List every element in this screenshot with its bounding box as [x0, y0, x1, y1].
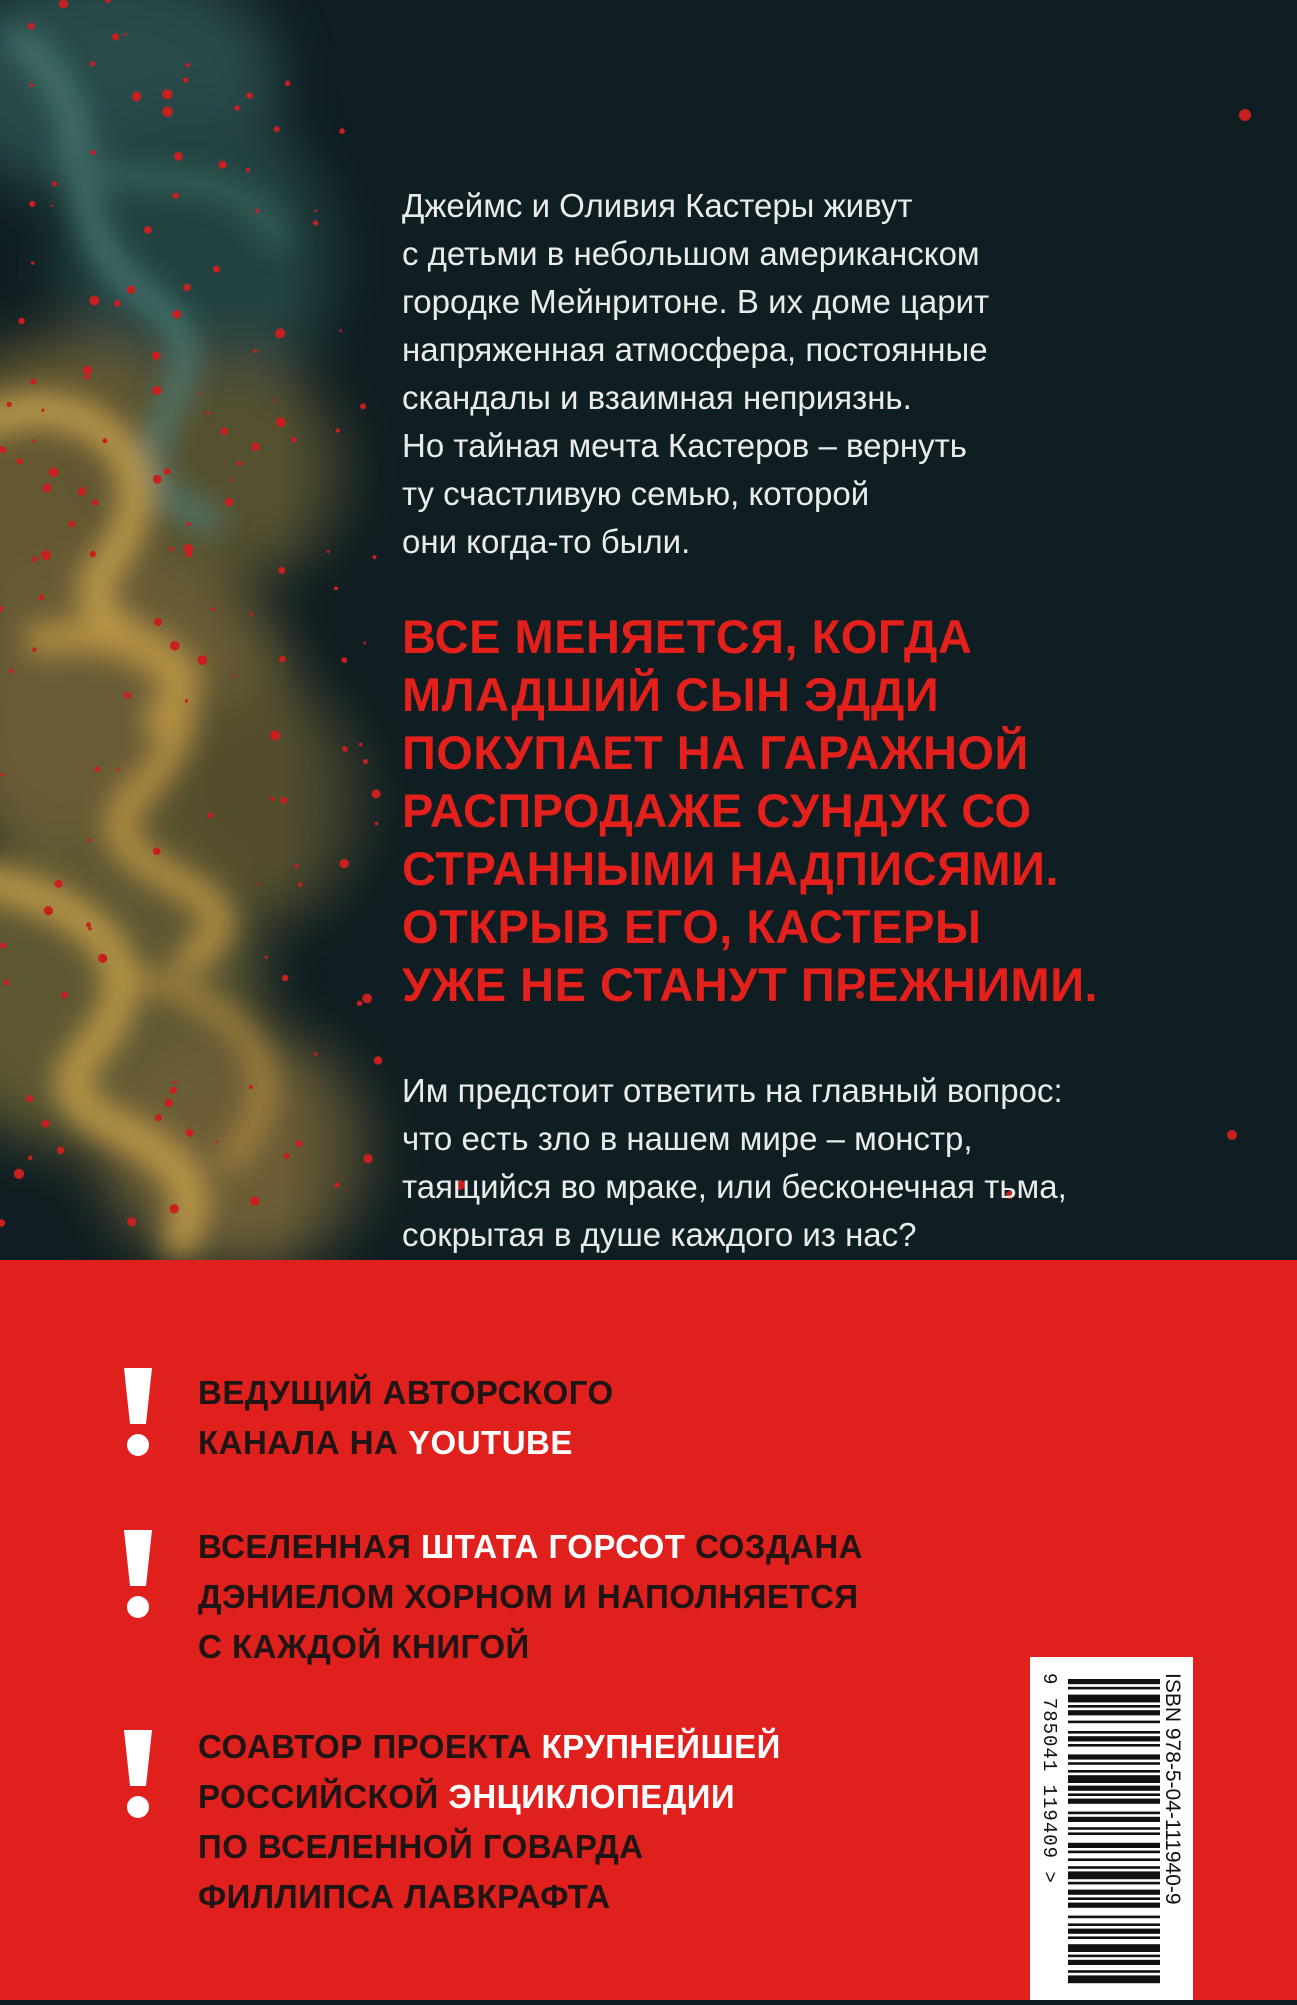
barcode-bar [1068, 1882, 1160, 1885]
red-speck [265, 956, 268, 959]
red-speck [1227, 1130, 1237, 1140]
red-speck [285, 81, 291, 87]
red-speck [86, 923, 91, 928]
red-speck [116, 768, 119, 771]
red-speck [275, 328, 285, 338]
red-speck [258, 883, 261, 886]
red-speck [29, 201, 35, 207]
red-speck [17, 458, 23, 464]
red-speck [359, 743, 363, 747]
red-speck [341, 657, 347, 663]
fact-line [198, 1622, 863, 1672]
red-speck [114, 300, 121, 307]
isbn-label: ISBN 978-5-04-111940-9 [1161, 1673, 1184, 1905]
fact-segment: ПО ВСЕЛЕННОЙ ГОВАРДА [198, 1828, 644, 1865]
red-speck [298, 882, 303, 887]
fact-line [198, 1572, 863, 1622]
red-speck [98, 954, 107, 963]
red-speck [28, 1156, 32, 1160]
red-speck [42, 1120, 50, 1128]
tagline-line: СТРАННЫМИ НАДПИСЯМИ. [402, 842, 1059, 895]
barcode-bar [1068, 1858, 1160, 1861]
fact-segment: ВСЕЛЕННАЯ [198, 1528, 421, 1565]
barcode-bar [1068, 1916, 1160, 1919]
description-line: Но тайная мечта Кастеров – вернуть [402, 427, 967, 464]
fact-line [198, 1872, 781, 1922]
red-speck [155, 1114, 162, 1121]
red-speck [174, 152, 183, 161]
fact-line [198, 1722, 781, 1772]
red-speck [127, 1217, 136, 1226]
barcode-bar [1068, 1762, 1160, 1765]
fact-line [198, 1772, 781, 1822]
red-speck [170, 1204, 179, 1213]
barcode-bar [1068, 1736, 1160, 1741]
question-line: что есть зло в нашем мире – монстр, [402, 1120, 973, 1157]
red-speck [83, 366, 92, 375]
red-speck [284, 1153, 290, 1159]
red-speck [88, 927, 91, 930]
red-speck [372, 555, 376, 559]
red-speck [183, 284, 190, 291]
barcode-bar [1068, 1871, 1160, 1879]
barcode-bar [1068, 1799, 1160, 1804]
barcode-bar [1068, 1744, 1160, 1747]
fact-segment: РОССИЙСКОЙ [198, 1778, 449, 1815]
barcode-bar [1068, 1775, 1160, 1783]
red-speck [164, 468, 171, 475]
red-speck [187, 522, 191, 526]
red-speck [237, 461, 242, 466]
red-speck [314, 210, 317, 213]
fact-line [198, 1368, 614, 1418]
isbn-barcode [1030, 1657, 1193, 2000]
red-speck [39, 595, 45, 601]
red-speck [144, 226, 152, 234]
tagline-line: УЖЕ НЕ СТАНУТ ПРЕЖНИМИ. [402, 958, 1099, 1011]
fact-line [198, 1522, 863, 1572]
red-speck [279, 656, 286, 663]
tagline-line: ВСЕ МЕНЯЕТСЯ, КОГДА [402, 610, 973, 663]
red-speck [282, 975, 288, 981]
description-line: они когда-то были. [402, 523, 691, 560]
red-speck [372, 789, 381, 798]
red-speck [247, 93, 253, 99]
red-speck [61, 992, 68, 999]
red-speck [335, 428, 339, 432]
barcode-number: 9 785041 119409 > [1038, 1673, 1060, 1884]
author-fact-text [198, 1722, 781, 1922]
red-speck [88, 838, 92, 842]
red-speck [270, 797, 275, 802]
red-speck [124, 33, 127, 36]
barcode-bar [1068, 1687, 1160, 1690]
red-speck [230, 479, 233, 482]
barcode-bar [1068, 1731, 1160, 1734]
question-line: таящийся во мраке, или бесконечная тьма, [402, 1168, 1067, 1205]
fact-segment: СОАВТОР ПРОЕКТА [198, 1728, 542, 1765]
red-speck [173, 193, 179, 199]
fact-segment: ФИЛЛИПСА ЛАВКРАФТА [198, 1878, 611, 1915]
red-speck [26, 1095, 33, 1102]
red-speck [84, 374, 89, 379]
red-speck [9, 669, 14, 674]
red-speck [339, 128, 345, 134]
red-speck [270, 730, 280, 740]
barcode-bar [1068, 1923, 1160, 1926]
barcode-bar [1068, 1843, 1160, 1848]
tagline-line: ОТКРЫВ ЕГО, КАСТЕРЫ [402, 900, 982, 953]
tagline-line: РАСПРОДАЖЕ СУНДУК СО [402, 784, 1032, 837]
barcode-bar [1068, 1897, 1160, 1900]
red-speck [92, 499, 98, 505]
red-speck [249, 1085, 253, 1089]
red-speck [154, 618, 162, 626]
red-speck [69, 521, 76, 528]
barcode-bar [1068, 1754, 1160, 1759]
red-speck [246, 168, 250, 172]
fact-highlight: КРУПНЕЙШЕЙ [541, 1728, 781, 1765]
red-speck [334, 586, 338, 590]
barcode-bar [1068, 1955, 1160, 1958]
description-paragraph [402, 182, 1122, 566]
red-speck [294, 864, 298, 868]
red-speck [173, 1081, 176, 1084]
red-speck [213, 266, 220, 273]
red-speck [152, 386, 161, 395]
red-speck [51, 205, 53, 207]
red-speck [162, 89, 172, 99]
red-speck [208, 813, 214, 819]
barcode-bar [1068, 1705, 1160, 1708]
red-speck [170, 641, 180, 651]
red-speck [124, 692, 131, 699]
red-speck [342, 746, 348, 752]
fact-highlight: ШТАТА ГОРСОТ [420, 1528, 686, 1565]
barcode-bar [1068, 1960, 1160, 1965]
red-speck [360, 403, 366, 409]
fact-segment: ВЕДУЩИЙ АВТОРСКОГО [198, 1374, 614, 1411]
barcode-bar [1068, 1786, 1160, 1791]
red-speck [278, 567, 285, 574]
red-speck [221, 428, 228, 435]
red-speck [232, 674, 235, 677]
description-line: напряженная атмосфера, постоянные [402, 331, 988, 368]
red-speck [57, 1147, 64, 1154]
red-speck [374, 1056, 382, 1064]
red-speck [14, 1169, 24, 1179]
barcode-bar [1068, 1866, 1160, 1869]
fact-segment: ДЭНИЕЛОМ ХОРНОМ И НАПОЛНЯЕТСЯ [198, 1578, 859, 1615]
red-speck [43, 483, 52, 492]
red-speck [197, 655, 207, 665]
red-speck [78, 488, 86, 496]
barcode-bar [1068, 1721, 1160, 1724]
fact-segment: СОЗДАНА [685, 1528, 863, 1565]
fact-line [198, 1418, 614, 1468]
red-speck [199, 392, 202, 395]
red-speck [7, 402, 12, 407]
red-speck [18, 318, 24, 324]
red-speck [251, 443, 259, 451]
red-speck [363, 642, 366, 645]
red-speck [55, 880, 63, 888]
red-speck [132, 92, 141, 101]
red-speck [91, 150, 96, 155]
red-speck [340, 859, 349, 868]
red-speck [357, 1001, 363, 1007]
barcode-bar [1068, 1793, 1160, 1796]
red-speck [165, 1099, 173, 1107]
red-speck [313, 220, 318, 225]
red-speck [339, 329, 342, 332]
red-speck [255, 209, 259, 213]
tagline [402, 608, 1262, 1014]
question-line: Им предстоит ответить на главный вопрос: [402, 1072, 1063, 1109]
red-speck [28, 23, 35, 30]
red-speck [185, 699, 188, 702]
red-speck [219, 161, 227, 169]
red-speck [314, 1052, 318, 1056]
barcode-bar [1068, 1944, 1160, 1952]
red-speck [152, 351, 161, 360]
red-speck [362, 994, 372, 1004]
red-speck [127, 286, 135, 294]
barcode-bar [1068, 1832, 1160, 1835]
author-fact-text [198, 1522, 863, 1672]
red-speck [112, 33, 119, 40]
red-speck [334, 1182, 339, 1187]
red-speck [94, 766, 100, 772]
description-line: ту счастливую семью, которой [402, 475, 870, 512]
red-speck [102, 438, 107, 443]
red-speck [363, 1154, 372, 1163]
exclamation-icon [120, 1360, 156, 1460]
fact-highlight: YOUTUBE [408, 1424, 573, 1461]
barcode-bar [1068, 1970, 1160, 1973]
barcode-bar [1068, 1812, 1160, 1815]
red-speck [206, 411, 210, 415]
red-speck [32, 647, 36, 651]
fact-highlight: ЭНЦИКЛОПЕДИИ [448, 1778, 736, 1815]
red-speck [274, 126, 280, 132]
red-speck [225, 498, 233, 506]
red-speck [296, 1140, 303, 1147]
red-speck [185, 63, 190, 68]
exclamation-icon [120, 1522, 156, 1622]
red-speck [153, 847, 161, 855]
author-fact-text [198, 1368, 614, 1468]
red-speck [41, 550, 51, 560]
red-speck [0, 942, 6, 948]
barcode-bar [1068, 1710, 1160, 1715]
red-speck [281, 797, 288, 804]
red-speck [30, 84, 34, 88]
barcode-bar [1068, 1679, 1160, 1684]
red-speck [49, 467, 59, 477]
red-speck [44, 906, 53, 915]
red-speck [185, 551, 192, 558]
red-speck [169, 547, 174, 552]
red-speck [90, 61, 95, 66]
description-line: скандалы и взаимная неприязнь. [402, 379, 912, 416]
fact-segment: С КАЖДОЙ КНИГОЙ [198, 1628, 530, 1665]
red-speck [172, 310, 181, 319]
red-speck [250, 613, 253, 616]
red-speck [215, 1141, 218, 1144]
red-speck [291, 437, 296, 442]
red-speck [31, 261, 34, 264]
red-speck [327, 550, 330, 553]
description-line: Джеймс и Оливия Кастеры живут [402, 187, 913, 224]
question-paragraph [402, 1067, 1222, 1259]
tagline-line: МЛАДШИЙ СЫН ЭДДИ [402, 668, 940, 721]
red-speck [186, 1129, 194, 1137]
red-speck [52, 181, 57, 186]
fact-segment: КАНАЛА НА [198, 1424, 409, 1461]
barcode-bar [1068, 1890, 1160, 1895]
barcode-bar [1068, 1770, 1160, 1773]
red-speck [32, 557, 37, 562]
red-speck [250, 1196, 259, 1205]
red-speck [274, 399, 277, 402]
red-speck [375, 822, 379, 826]
red-speck [1239, 109, 1251, 121]
red-speck [276, 417, 286, 427]
barcode-bar [1068, 1936, 1160, 1939]
red-speck [153, 475, 162, 484]
barcode-bar [1068, 1903, 1160, 1908]
red-speck [363, 759, 368, 764]
description-line: с детьми в небольшом американском [402, 235, 980, 272]
red-speck [234, 105, 240, 111]
red-speck [253, 349, 257, 353]
red-speck [84, 486, 87, 489]
red-speck [162, 107, 172, 117]
red-speck [0, 1219, 5, 1226]
exclamation-icon [120, 1722, 156, 1822]
red-speck [4, 980, 10, 986]
question-line: сокрытая в душе каждого из нас? [402, 1216, 917, 1253]
red-speck [31, 379, 37, 385]
red-speck [41, 409, 44, 412]
red-speck [89, 296, 99, 306]
fact-line [198, 1822, 781, 1872]
barcode-bar [1068, 1851, 1160, 1854]
description-line: городке Мейнритоне. В их доме царит [402, 283, 990, 320]
red-speck [211, 607, 215, 611]
red-speck [170, 1087, 177, 1094]
barcode-bar [1068, 1827, 1160, 1830]
barcode-bar [1068, 1929, 1160, 1934]
barcode-bar [1068, 1695, 1160, 1703]
red-speck [90, 551, 96, 557]
red-speck [33, 439, 36, 442]
barcode-bar [1068, 1817, 1160, 1822]
red-speck [183, 78, 188, 83]
barcode-bar [1068, 1975, 1160, 1983]
tagline-line: ПОКУПАЕТ НА ГАРАЖНОЙ [402, 726, 1029, 779]
barcode-graphic [1030, 1657, 1193, 2000]
